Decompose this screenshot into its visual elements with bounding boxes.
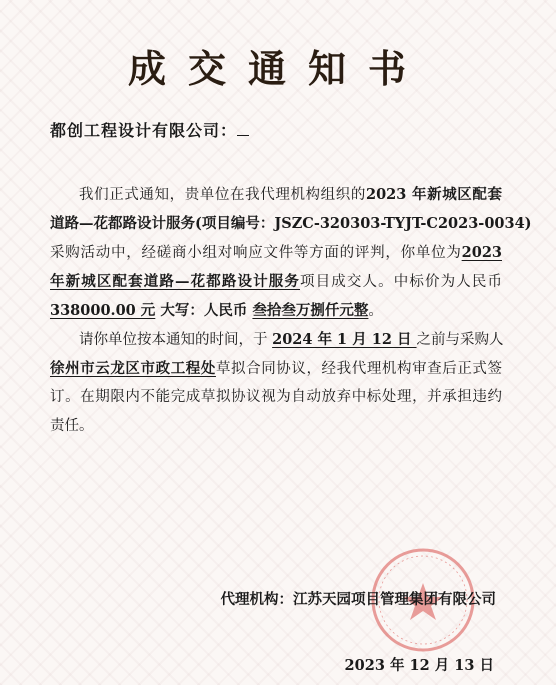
p1-line4-text: 项目成交人。中标价为人民币 xyxy=(300,274,502,290)
project-code: (项目编号：JSZC-320303-TYJT-C2023-0034) xyxy=(195,215,532,232)
p2-line2 xyxy=(50,354,502,383)
p1-line1 xyxy=(50,180,502,209)
p1-line5-end: 。 xyxy=(368,303,383,319)
notice-body xyxy=(50,180,532,441)
p2-line4: 责任。 xyxy=(50,418,94,434)
p1-line3 xyxy=(50,238,502,267)
p1-line3-text: 采购活动中，经磋商小组对响应文件等方面的评判，你单位为 xyxy=(50,245,462,261)
addressee xyxy=(50,118,249,141)
p2-line3: 订。在期限内不能完成草拟协议视为自动放弃中标处理，并承担违约 xyxy=(50,389,502,405)
p1-line1-text: 我们正式通知，贵单位在我代理机构组织的 xyxy=(79,187,366,203)
p2-line2-text: 草拟合同协议，经我代理机构审查后正式签 xyxy=(215,361,503,377)
amount-words-label: 大写：人民币 xyxy=(155,302,253,319)
issue-date: 2023 年 12 月 13 日 xyxy=(344,657,494,674)
addressee-underline xyxy=(237,121,249,136)
bid-amount: 338000.00 元 xyxy=(50,302,156,319)
page-title: 成交通知书 xyxy=(127,46,428,91)
deadline-date: 2024 年 1 月 12 日 xyxy=(272,331,417,348)
p2-line1 xyxy=(50,325,502,354)
p2-line1-end: 之前与采购人 xyxy=(416,332,504,348)
p1-line2 xyxy=(50,209,532,238)
p1-line5 xyxy=(50,296,502,325)
p1-line4 xyxy=(50,267,502,296)
project-name-part2: 道路—花都路设计服务 xyxy=(50,215,195,232)
agency-signature: 代理机构：江苏天园项目管理集团有限公司 xyxy=(220,591,496,608)
project-name-part3: 2023 xyxy=(461,244,502,261)
project-name-part1: 2023 年新城区配套 xyxy=(365,186,503,203)
project-name-part4: 年新城区配套道路—花都路设计服务 xyxy=(50,273,300,290)
p2-line1-text: 请你单位按本通知的时间，于 xyxy=(79,332,273,348)
bid-amount-words: 叁拾叁万捌仟元整 xyxy=(252,302,369,319)
addressee-text: 都创工程设计有限公司： xyxy=(50,121,238,140)
purchaser-name: 徐州市云龙区市政工程处 xyxy=(50,360,216,377)
